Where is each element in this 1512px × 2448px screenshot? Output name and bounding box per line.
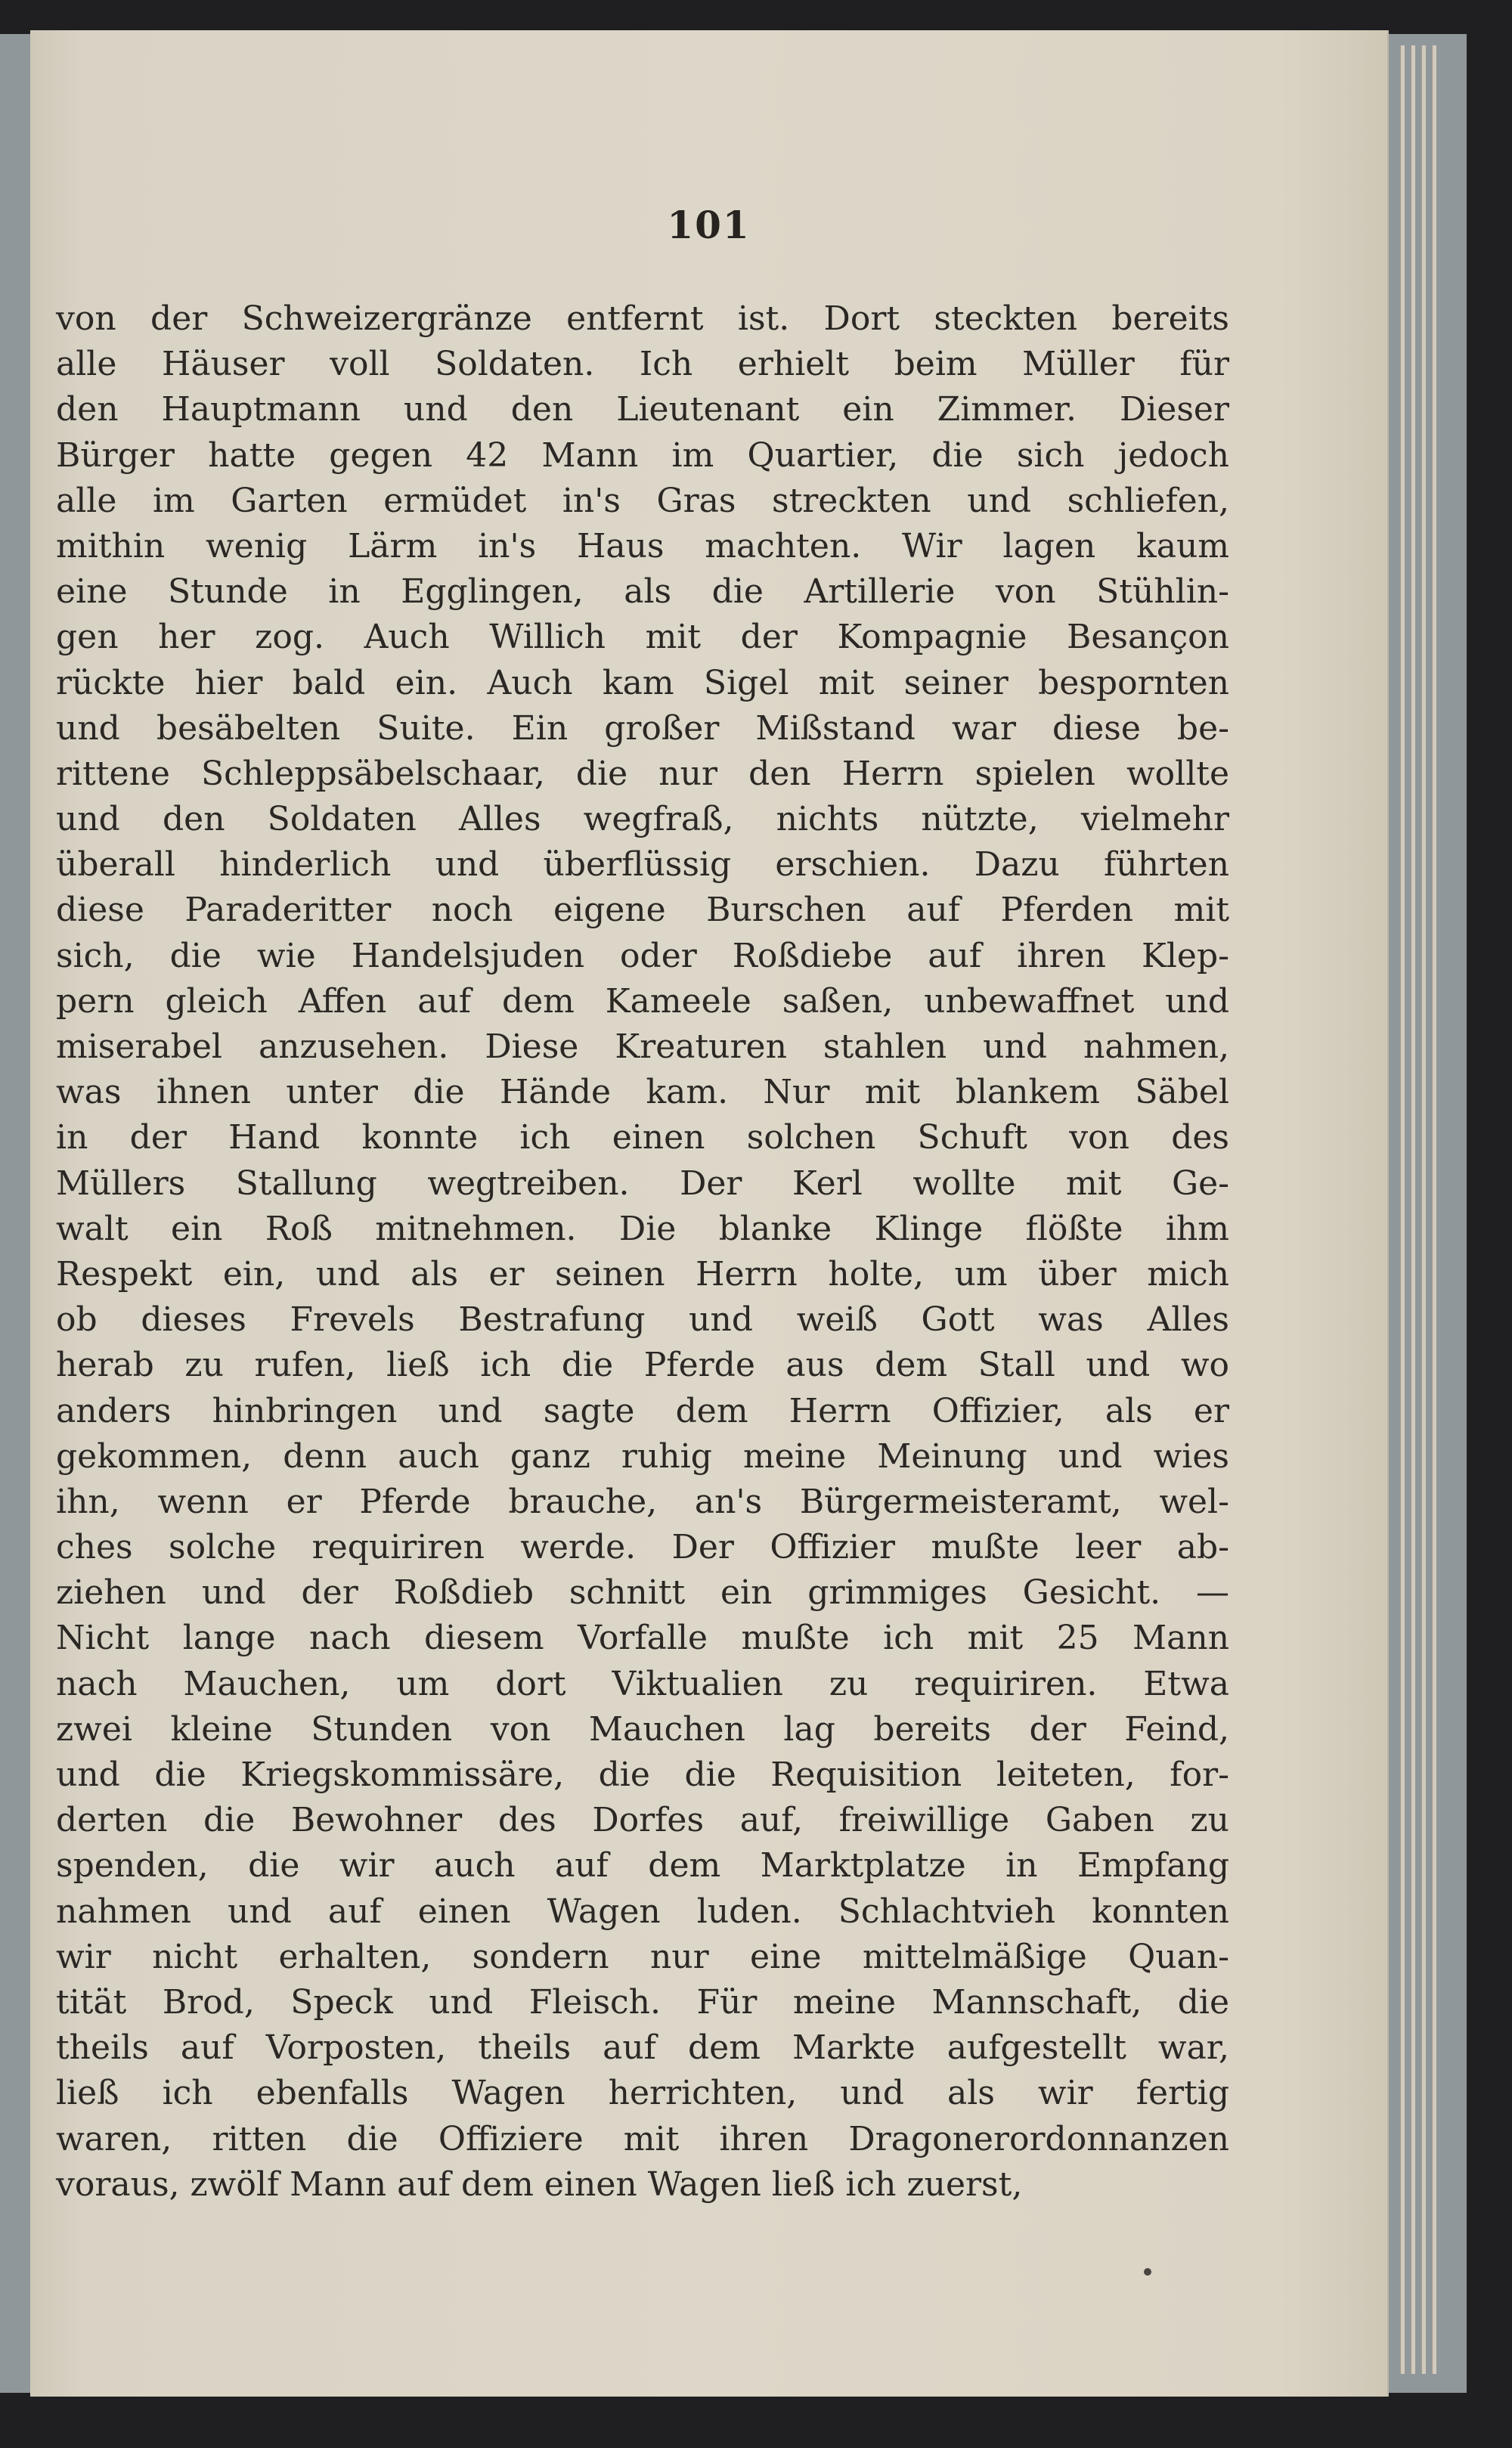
text-line: Müllers Stallung wegtreiben. Der Kerl wollte mit Ge-	[56, 1164, 1229, 1203]
text-line: alle im Garten ermüdet in's Gras streckten und schliefen,	[56, 481, 1229, 520]
text-line: Bürger hatte gegen 42 Mann im Quartier, die sich jedoch	[56, 435, 1229, 475]
text-line: in der Hand konnte ich einen solchen Schuft von des	[56, 1118, 1229, 1157]
text-line: gen her zog. Auch Willich mit der Kompagnie Besançon	[56, 618, 1229, 657]
text-line: mithin wenig Lärm in's Haus machten. Wir lagen kaum	[56, 526, 1229, 566]
page-edge	[1432, 45, 1436, 2374]
page-number: 101	[667, 203, 751, 247]
text-line: voraus, zwölf Mann auf dem einen Wagen ließ ich zuerst,	[56, 2164, 1023, 2204]
text-line: und besäbelten Suite. Ein großer Mißstand war diese be-	[56, 708, 1229, 748]
text-line: diese Paraderitter noch eigene Burschen auf Pferden mit	[56, 891, 1229, 930]
text-line: den Hauptmann und den Lieutenant ein Zimmer. Dieser	[56, 390, 1229, 429]
text-line: anders hinbringen und sagte dem Herrn Offizier, als er	[56, 1391, 1229, 1430]
text-line: pern gleich Affen auf dem Kameele saßen, unbewaffnet und	[56, 981, 1229, 1021]
text-line: zwei kleine Stunden von Mauchen lag bereits der Feind,	[56, 1709, 1229, 1749]
text-line: ihn, wenn er Pferde brauche, an's Bürgermeisteramt, wel-	[56, 1482, 1229, 1521]
text-line: ziehen und der Roßdieb schnitt ein grimmiges Gesicht. —	[56, 1573, 1229, 1613]
text-line: ließ ich ebenfalls Wagen herrichten, und als wir fertig	[56, 2074, 1229, 2113]
text-line: Respekt ein, und als er seinen Herrn holte, um über mich	[56, 1254, 1229, 1294]
text-line: was ihnen unter die Hände kam. Nur mit blankem Säbel	[56, 1073, 1229, 1112]
text-line: nach Mauchen, um dort Viktualien zu requiriren. Etwa	[56, 1664, 1229, 1703]
text-line: nahmen und auf einen Wagen luden. Schlachtvieh konnten	[56, 1892, 1229, 1931]
text-line: miserabel anzusehen. Diese Kreaturen stahlen und nahmen,	[56, 1027, 1229, 1066]
text-line: waren, ritten die Offiziere mit ihren Dragonerordonnanzen	[56, 2119, 1229, 2158]
text-line: walt ein Roß mitnehmen. Die blanke Klinge flößte ihm	[56, 1209, 1229, 1248]
text-line: und die Kriegskommissäre, die die Requisition leiteten, for-	[56, 1755, 1229, 1794]
text-line: ob dieses Frevels Bestrafung und weiß Gott was Alles	[56, 1300, 1229, 1340]
body-text	[56, 296, 1229, 2208]
text-line: ches solche requiriren werde. Der Offizier mußte leer ab-	[56, 1528, 1229, 1567]
text-line: spenden, die wir auch auf dem Marktplatze in Empfang	[56, 1846, 1229, 1886]
page-edge	[1411, 45, 1415, 2374]
text-line: überall hinderlich und überflüssig erschien. Dazu führten	[56, 845, 1229, 885]
page-edge	[1421, 45, 1426, 2374]
text-line: derten die Bewohner des Dorfes auf, freiwillige Gaben zu	[56, 1801, 1229, 1840]
text-line: theils auf Vorposten, theils auf dem Markte aufgestellt war,	[56, 2028, 1229, 2068]
text-line: wir nicht erhalten, sondern nur eine mittelmäßige Quan-	[56, 1937, 1229, 1976]
text-line: herab zu rufen, ließ ich die Pferde aus dem Stall und wo	[56, 1346, 1229, 1385]
text-line: Nicht lange nach diesem Vorfalle mußte ich mit 25 Mann	[56, 1619, 1229, 1658]
book-page	[30, 30, 1389, 2397]
text-line: von der Schweizergränze entfernt ist. Dort steckten bereits	[56, 299, 1229, 338]
text-line: sich, die wie Handelsjuden oder Roßdiebe auf ihren Klep-	[56, 936, 1229, 975]
ink-speck	[1144, 2268, 1151, 2276]
text-line: und den Soldaten Alles wegfraß, nichts nützte, vielmehr	[56, 800, 1229, 839]
text-line: rittene Schleppsäbelschaar, die nur den Herrn spielen wollte	[56, 754, 1229, 793]
text-line: tität Brod, Speck und Fleisch. Für meine Mannschaft, die	[56, 1982, 1229, 2022]
page-edge	[1400, 45, 1405, 2374]
text-line: rückte hier bald ein. Auch kam Sigel mit seiner bespornten	[56, 663, 1229, 702]
text-line: gekommen, denn auch ganz ruhig meine Meinung und wies	[56, 1436, 1229, 1476]
text-line: alle Häuser voll Soldaten. Ich erhielt beim Müller für	[56, 345, 1229, 384]
text-line: eine Stunde in Egglingen, als die Artillerie von Stühlin-	[56, 572, 1229, 612]
